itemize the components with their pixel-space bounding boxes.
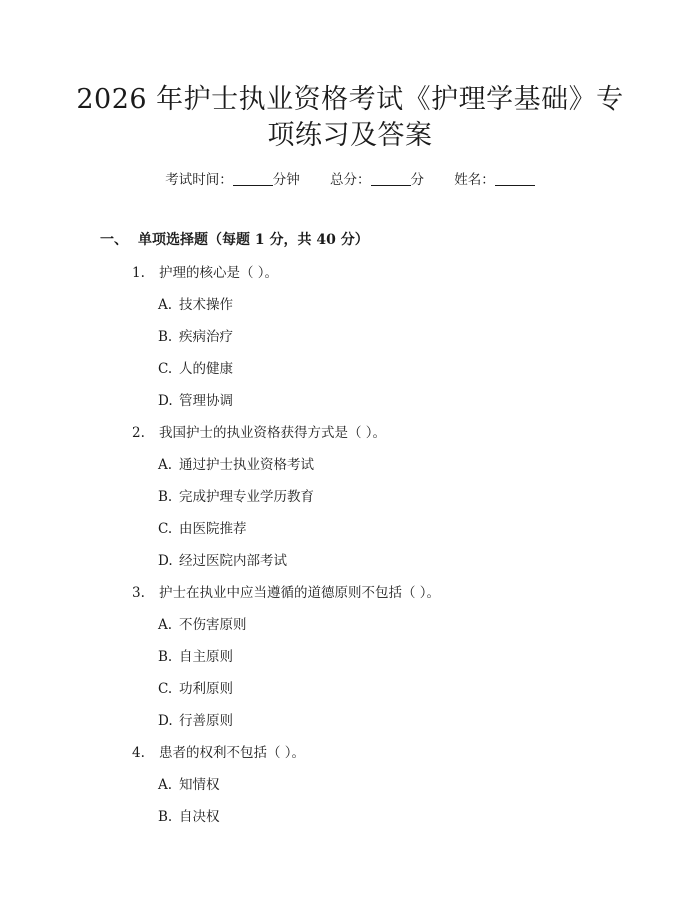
question-number: 1. (132, 265, 145, 281)
exam-time (165, 168, 300, 188)
total-score-label: 总分： (330, 172, 371, 188)
exam-time-label: 考试时间： (165, 172, 233, 188)
question-text: 患者的权利不包括（ ）。 (159, 745, 306, 761)
option-letter: D. (158, 393, 173, 409)
question-1-option-a (158, 293, 233, 313)
option-text: 完成护理专业学历教育 (179, 489, 314, 505)
option-letter: B. (158, 329, 173, 345)
option-text: 功利原则 (179, 681, 233, 697)
question-number: 4. (132, 745, 145, 761)
option-text: 人的健康 (179, 361, 233, 377)
question-text: 我国护士的执业资格获得方式是（ ）。 (159, 425, 387, 441)
question-number: 3. (132, 585, 145, 601)
option-letter: D. (158, 713, 173, 729)
option-text: 经过医院内部考试 (179, 553, 287, 569)
question-2 (132, 421, 386, 441)
option-text: 管理协调 (179, 393, 233, 409)
section-number: 一、 (100, 232, 128, 248)
total-score-unit: 分 (410, 172, 424, 188)
question-1-option-d (158, 389, 233, 409)
option-text: 技术操作 (179, 297, 233, 313)
question-number: 2. (132, 425, 145, 441)
question-3-option-a (158, 613, 247, 633)
question-1-option-b (158, 325, 233, 345)
section-heading (100, 229, 369, 249)
option-text: 不伤害原则 (179, 617, 247, 633)
option-text: 疾病治疗 (179, 329, 233, 345)
exam-time-unit: 分钟 (272, 172, 300, 188)
question-4-option-b (158, 805, 220, 825)
option-letter: B. (158, 649, 173, 665)
total-score-blank (371, 172, 411, 186)
option-letter: A. (158, 297, 173, 313)
total-score (330, 168, 424, 188)
question-3-option-b (158, 645, 233, 665)
option-letter: A. (158, 457, 173, 473)
document-title-line-1: 2026 年护士执业资格考试《护理学基础》专 (76, 84, 624, 115)
student-name-blank (495, 172, 535, 186)
question-4 (132, 741, 305, 761)
option-letter: A. (158, 617, 173, 633)
student-name (454, 168, 535, 188)
question-1 (132, 261, 278, 281)
option-text: 行善原则 (179, 713, 233, 729)
document-title-line-2: 项练习及答案 (267, 120, 433, 151)
question-2-option-d (158, 549, 287, 569)
option-letter: B. (158, 489, 173, 505)
question-3-option-c (158, 677, 233, 697)
option-letter: C. (158, 521, 173, 537)
question-2-option-c (158, 517, 247, 537)
question-4-option-a (158, 773, 220, 793)
option-letter: C. (158, 681, 173, 697)
option-letter: A. (158, 777, 173, 793)
student-name-label: 姓名： (454, 172, 495, 188)
question-1-option-c (158, 357, 233, 377)
exam-time-blank (233, 172, 273, 186)
question-2-option-b (158, 485, 314, 505)
option-text: 通过护士执业资格考试 (179, 457, 314, 473)
option-text: 自决权 (179, 809, 220, 825)
option-letter: D. (158, 553, 173, 569)
option-text: 由医院推荐 (179, 521, 247, 537)
question-3 (132, 581, 440, 601)
question-text: 护士在执业中应当遵循的道德原则不包括（ ）。 (159, 585, 441, 601)
question-text: 护理的核心是（ ）。 (159, 265, 279, 281)
option-text: 知情权 (179, 777, 220, 793)
option-letter: C. (158, 361, 173, 377)
option-text: 自主原则 (179, 649, 233, 665)
question-2-option-a (158, 453, 314, 473)
section-title: 单项选择题（每题 1 分，共 40 分） (138, 232, 369, 248)
option-letter: B. (158, 809, 173, 825)
exam-meta (0, 168, 700, 188)
question-3-option-d (158, 709, 233, 729)
